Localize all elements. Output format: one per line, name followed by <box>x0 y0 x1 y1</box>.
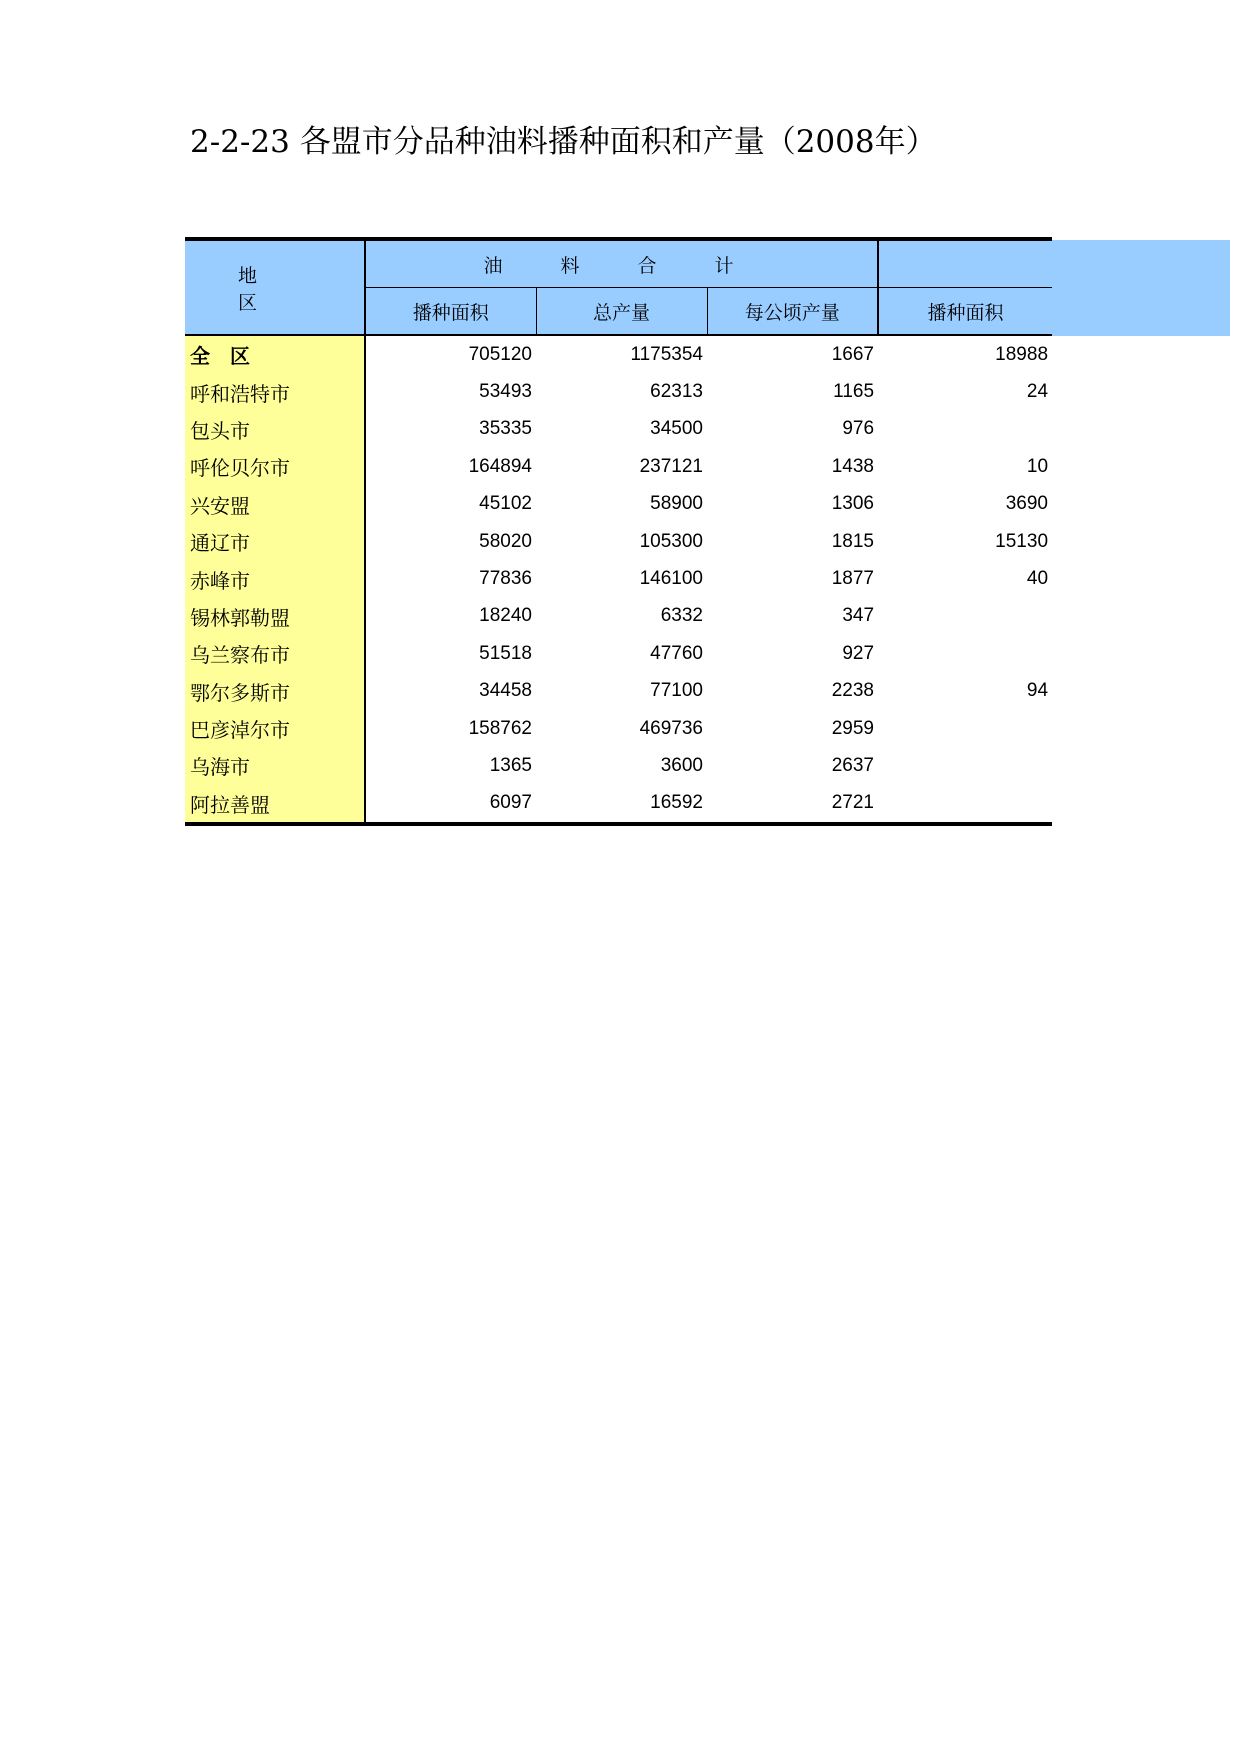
header-total-output: 总产量 <box>536 288 707 336</box>
table-row <box>185 598 1052 635</box>
region-cell: 呼伦贝尔市 <box>185 448 365 485</box>
sown-area-cell: 77836 <box>479 568 532 590</box>
sown-area-2-cell: 40 <box>1026 568 1049 590</box>
region-cell: 阿拉善盟 <box>185 785 365 824</box>
sown-area-cell: 58020 <box>479 530 532 552</box>
table-row <box>185 335 1052 373</box>
header-region: 地 区 <box>185 239 365 335</box>
yield-cell: 1877 <box>831 568 875 590</box>
header-next-group <box>878 239 1052 288</box>
total-output-cell: 34500 <box>650 418 703 440</box>
table-row <box>185 448 1052 485</box>
sown-area-cell: 164894 <box>468 455 532 477</box>
total-output-cell: 47760 <box>650 642 703 664</box>
total-output-cell: 237121 <box>639 455 703 477</box>
table-row <box>185 635 1052 672</box>
sown-area-2-cell <box>878 785 1052 824</box>
sown-area-cell: 18240 <box>479 605 532 627</box>
region-cell: 全 区 <box>185 335 365 373</box>
sown-area-cell: 51518 <box>479 642 532 664</box>
total-output-cell: 62313 <box>650 381 703 403</box>
yield-cell: 1667 <box>831 343 875 365</box>
yield-cell: 2637 <box>831 754 875 776</box>
table-row <box>185 523 1052 560</box>
table-row <box>185 673 1052 710</box>
region-cell: 鄂尔多斯市 <box>185 673 365 710</box>
sown-area-2-cell <box>878 411 1052 448</box>
sown-area-2-cell: 10 <box>1026 455 1049 477</box>
region-cell: 乌兰察布市 <box>185 635 365 672</box>
yield-cell: 347 <box>842 605 875 627</box>
yield-cell: 927 <box>842 642 875 664</box>
table-body <box>185 335 1052 824</box>
sown-area-2-cell: 18988 <box>995 343 1049 365</box>
sown-area-cell: 53493 <box>479 381 532 403</box>
yield-cell: 2959 <box>831 717 875 739</box>
table-row <box>185 710 1052 747</box>
sown-area-2-cell <box>878 710 1052 747</box>
total-output-cell: 146100 <box>639 568 703 590</box>
total-output-cell: 1175354 <box>630 343 703 365</box>
sown-area-2-cell: 24 <box>1026 381 1049 403</box>
header-fill-extension <box>1052 240 1230 336</box>
total-output-cell: 105300 <box>639 530 703 552</box>
sown-area-2-cell: 94 <box>1026 680 1049 702</box>
table-header <box>185 239 1052 335</box>
sown-area-2-cell <box>878 598 1052 635</box>
sown-area-2-cell <box>878 747 1052 784</box>
sown-area-cell: 35335 <box>479 418 532 440</box>
total-output-cell: 58900 <box>650 493 703 515</box>
sown-area-cell: 158762 <box>468 717 532 739</box>
total-output-cell: 6332 <box>660 605 703 627</box>
total-output-cell: 469736 <box>639 717 703 739</box>
region-cell: 呼和浩特市 <box>185 373 365 410</box>
table-row <box>185 785 1052 824</box>
yield-cell: 2721 <box>707 785 878 824</box>
header-yield-per-hectare: 每公顷产量 <box>707 288 878 336</box>
header-oil-total: 油 料 合 计 <box>365 239 878 288</box>
yield-cell: 2238 <box>831 680 875 702</box>
sown-area-cell: 6097 <box>365 785 536 824</box>
sown-area-cell: 705120 <box>468 343 532 365</box>
total-output-cell: 16592 <box>536 785 707 824</box>
header-sown-area: 播种面积 <box>365 288 536 336</box>
sown-area-cell: 45102 <box>479 493 532 515</box>
yield-cell: 1165 <box>833 381 875 403</box>
table-row <box>185 411 1052 448</box>
total-output-cell: 77100 <box>650 680 703 702</box>
header-sown-area-2: 播种面积 <box>878 288 1052 336</box>
table-row <box>185 373 1052 410</box>
yield-cell: 1815 <box>831 530 875 552</box>
table-row <box>185 560 1052 597</box>
sown-area-2-cell <box>878 635 1052 672</box>
region-cell: 兴安盟 <box>185 486 365 523</box>
sown-area-cell: 1365 <box>489 754 532 776</box>
sown-area-2-cell: 15130 <box>995 530 1049 552</box>
region-cell: 锡林郭勒盟 <box>185 598 365 635</box>
sown-area-2-cell: 3690 <box>1005 493 1049 515</box>
region-cell: 包头市 <box>185 411 365 448</box>
yield-cell: 976 <box>842 418 875 440</box>
yield-cell: 1438 <box>831 455 875 477</box>
yield-cell: 1306 <box>831 493 875 515</box>
total-output-cell: 3600 <box>660 754 703 776</box>
region-cell: 赤峰市 <box>185 560 365 597</box>
region-cell: 通辽市 <box>185 523 365 560</box>
region-cell: 乌海市 <box>185 747 365 784</box>
page-title: 2-2-23 各盟市分品种油料播种面积和产量（2008年） <box>190 124 937 160</box>
table-row <box>185 486 1052 523</box>
table-row <box>185 747 1052 784</box>
sown-area-cell: 34458 <box>479 680 532 702</box>
region-cell: 巴彦淖尔市 <box>185 710 365 747</box>
oilseed-table <box>185 237 1052 826</box>
